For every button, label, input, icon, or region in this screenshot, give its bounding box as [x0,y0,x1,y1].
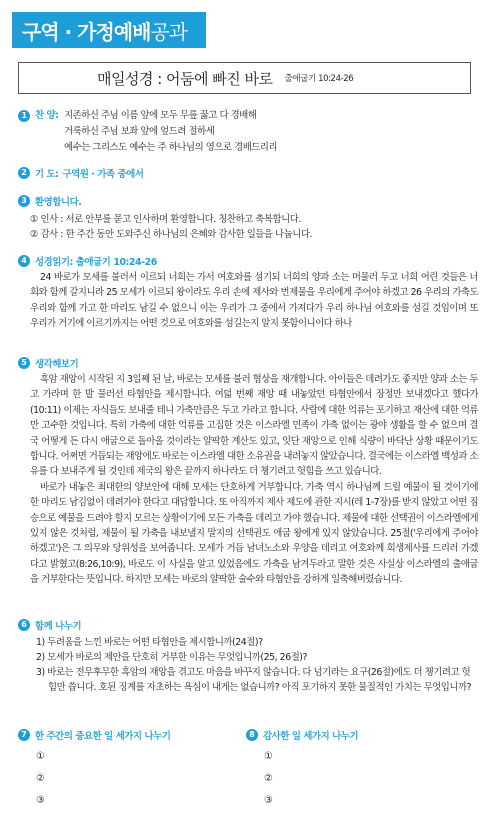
section-thanksgiving [246,728,466,812]
section-welcome [18,194,478,242]
section-label: 성경읽기: 출애굽기 10:24-26 [35,257,157,268]
welcome-thanks: ② 감사 : 한 주간 동안 도와주신 하나님의 은혜와 감사한 일들을 나눕니다. [30,229,313,240]
lesson-banner [12,12,206,48]
section-label: 함께 나누기 [35,621,82,632]
banner-subtitle: 공과 [150,19,188,44]
welcome-greeting: ① 인사 : 서로 안부를 묻고 인사하며 환영합니다. 칭찬하고 축복합니다. [30,214,301,225]
answer-slot-1[interactable]: ① [264,751,273,762]
page-title: 매일성경 : 어둠에 빠진 바로 [97,69,273,88]
banner-title: 구역 · 가정예배 [22,19,151,44]
section-label: 찬 양: [35,110,59,121]
title-box [18,62,471,94]
reflection-paragraph-1: 흑암 재앙이 시작된 지 3일째 된 날, 바로는 모세를 불러 협상을 재개합니다. 아이들은 데려가도 좋지만 양과 소는 두고 가라며 한 발 물러선 타협안을 제시합니다. 여덟 번째 재앙 때 내놓았던 타협안에서 장정만 보내겠다고 했다가(10:11) 이제는 자식들도 보내줄 테니 가축만큼은 두고 가라고 합니다. 사람에 대한 억류는 포기하고 재산에 대한 억류만 고수한 것입니다. 특히 가축에 대한 억류를 고집한 것은 이스라엘 민족이 가축 없이는 광야 생활을 할 수 없으며 결국 어떻게 든 다시 애굽으로 돌아올 것이라는 얄팍한 계산도 있고, 잇단 재앙으로 인해 식량이 바닥난 상황 때문이기도 합니다. 어쩌면 거듭되는 재앙에도 바로는 이스라엘 대한 소유권을 내려놓지 않았습니다. 결국에는 이스라엘 백성과 소유를 다 보내주게 될 것인데 제국의 왕은 끝까지 하나라도 더 챙기려고 헛힘을 쓰고 있습니다. [30,374,478,478]
section-label: 기 도: [35,169,59,180]
discussion-question: 1) 두려움을 느낀 바로는 어떤 타협안을 제시합니까(24절)? [36,637,263,648]
answer-slot-2[interactable]: ② [36,773,45,784]
praise-line-1 [18,108,478,124]
section-number-badge: 7 [18,729,30,741]
section-number-badge: 5 [18,357,30,369]
section-praise [18,108,478,156]
section-number-badge: 8 [246,729,258,741]
scripture-reference: 출애굽기 10:24-26 [284,74,354,84]
section-label: 환영합니다. [35,197,82,208]
section-discussion [18,618,478,695]
section-label: 감사한 일 세가지 나누기 [263,731,359,742]
reflection-paragraph-2: 바로가 내놓은 최대한의 양보안에 대해 모세는 단호하게 거부합니다. 가축 역시 하나님께 드릴 예물이 될 것이기에 한 마리도 남김없이 데려가야 한다고 대답합니다. 또 아직까지 제사 제도에 관한 지시(레 1-7장)를 받지 않았고 어떤 짐승으로 예물을 드려야 할지 모르는 상황이기에 모든 가축을 데리고 가야 했습니다. 제물에 대한 선택권이 이스라엘에게 있지 않은 것처럼, 제물이 될 가축을 내보낼지 말지의 선택권도 애굽 왕에게 있지 않았습니다. 25절('우리에게 주어야 하겠고')은 그 의무와 당위성을 보여줍니다. 모세가 거듭 남녀노소와 우양을 데리고 여호와께 희생제사를 드리러 가겠다고 밝혔고(8:26,10:9), 바로도 이 사실을 알고 있었음에도 가축을 남겨두라고 말한 것은 사실상 이스라엘의 출애굽을 거부한다는 뜻입니다. 하지만 모세는 바로의 얄팍한 술수와 타협안을 강하게 일축해버렸습니다. [30,481,478,586]
section-prayer [18,166,478,180]
section-label: 생각해보기 [35,359,79,370]
discussion-questions [18,635,478,695]
praise-line-2: 거룩하신 주님 보좌 앞에 엎드려 절하세 [64,126,215,137]
discussion-question: 2) 모세가 바로의 제안을 단호히 거부한 이유는 무엇입니까(25, 26절)? [36,652,308,663]
section-number-badge: 2 [18,167,30,179]
answer-slot-3[interactable]: ③ [36,795,45,806]
section-number-badge: 4 [18,255,30,267]
answer-slot-3[interactable]: ③ [264,795,273,806]
section-number-badge: 1 [18,110,30,122]
section-weekly-events [18,728,238,812]
section-label: 한 주간의 중요한 일 세가지 나누기 [35,731,171,742]
section-reflection [18,356,478,588]
section-number-badge: 6 [18,619,30,631]
praise-lyric: 지존하신 주님 이름 앞에 모두 무릎 꿇고 다 경배해 [64,110,257,121]
discussion-question: 3) 바로는 전무후무한 흑암의 재앙을 겪고도 마음을 바꾸지 않습니다. 다 넘기라는 요구(26절)에도 더 챙기려고 헛힘만 씁니다. 호된 징계를 자초하는 욕심이 내게는 없습니까? 아직 포기하지 못한 물질적인 가치는 무엇입니까? [36,667,472,693]
praise-line-3: 예수는 그리스도 예수는 주 하나님의 영으로 경배드리리 [64,142,278,153]
section-number-badge: 3 [18,195,30,207]
prayer-leader: 구역원 · 가족 중에서 [62,169,144,180]
answer-slot-2[interactable]: ② [264,773,273,784]
section-scripture [18,254,478,332]
scripture-text: 24 바로가 모세를 불러서 이르되 너희는 가서 여호와를 섬기되 너희의 양과 소는 머물러 두고 너희 어린 것들은 너희와 함께 갈지니라 25 모세가 이르되 왕이라도 우리 손에 제사와 번제물을 우리에게 주어야 하겠고 26 우리의 가축도 우리와 함께 가고 한 마리도 남길 수 없으니 이는 우리가 그 중에서 가져다가 우리 하나님 여호와를 섬길 것임이며 또 우리가 거기에 이르기까지는 어떤 것으로 여호와를 섬길는지 알지 못함이니이다 하나 [30,272,478,330]
answer-slot-1[interactable]: ① [36,751,45,762]
